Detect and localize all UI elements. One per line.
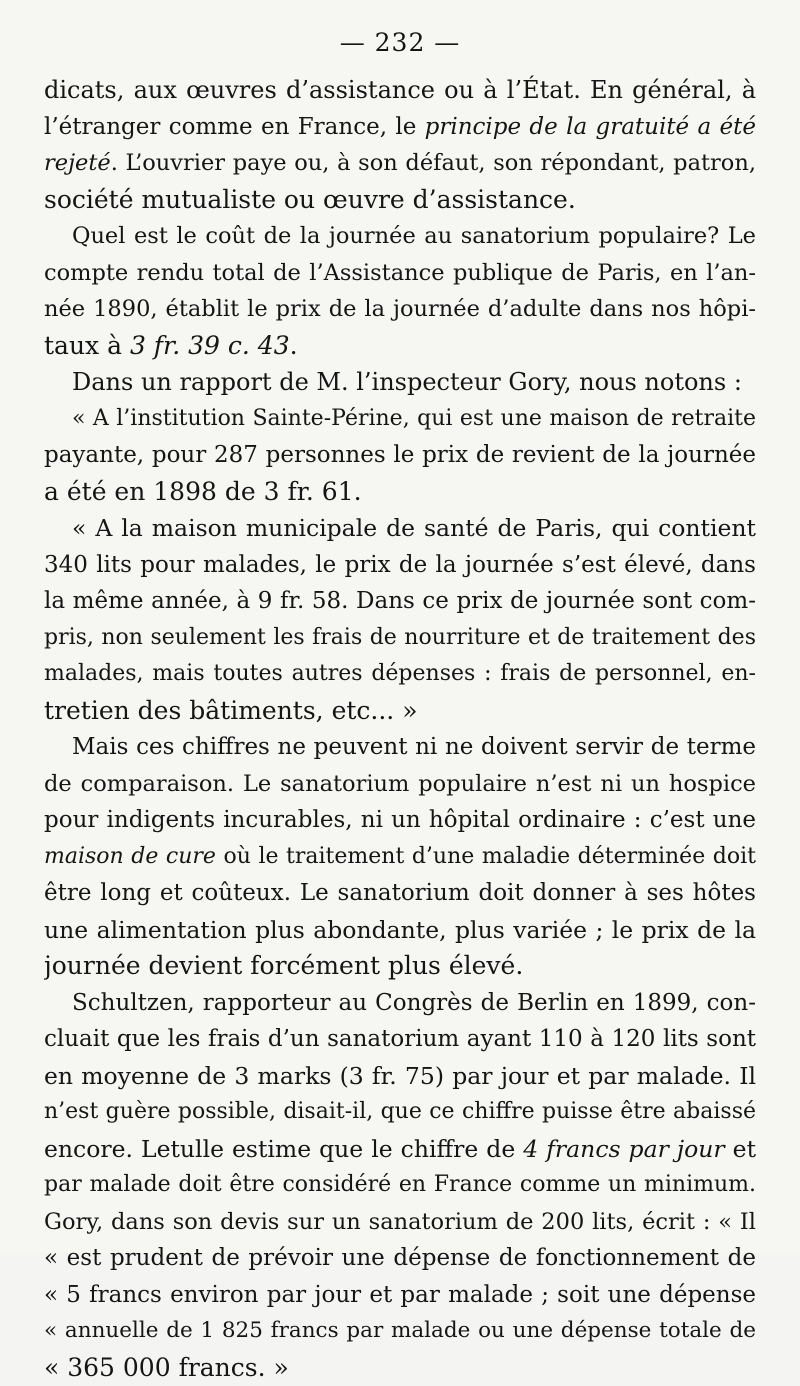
text-line [44, 1204, 756, 1241]
text-span: Schultzen, rapporteur au Congrès de Berlin en 1899, con- [72, 990, 756, 1016]
text-span: 340 lits pour malades, le prix de la journée s’est élevé, dans [44, 552, 756, 578]
text-span: Mais ces chiffres ne peuvent ni ne doivent servir de terme [72, 734, 756, 760]
body-text [44, 72, 756, 1386]
text-line [44, 985, 756, 1022]
text-line [44, 1277, 756, 1314]
text-span: et [725, 1135, 756, 1163]
italic-text: rejeté [44, 150, 111, 176]
text-span: par malade doit être considéré en France comme un minimum. [44, 1172, 756, 1197]
text-span: « annuelle de 1 825 francs par malade ou une dépense totale de [44, 1318, 756, 1343]
text-span: où le traitement d’une maladie déterminée doit [216, 844, 756, 869]
text-line [44, 766, 756, 803]
text-line [44, 218, 756, 255]
text-span: cluait que les frais d’un sanatorium ayant 110 à 120 lits sont [44, 1026, 756, 1052]
text-span: journée devient forcément plus élevé. [44, 951, 523, 980]
text-line [44, 693, 756, 730]
text-span: Gory, dans son devis sur un sanatorium de 200 lits, écrit : « Il [44, 1209, 756, 1235]
text-line [44, 437, 756, 474]
text-line [44, 729, 756, 766]
text-span: n’est guère possible, disait-il, que ce chiffre puisse être abaissé [44, 1099, 756, 1124]
text-span: dicats, aux œuvres d’assistance ou à l’État. En général, à [44, 76, 756, 104]
text-line [44, 839, 756, 876]
text-line [44, 72, 756, 109]
italic-text: maison de cure [44, 844, 216, 869]
text-line [44, 328, 756, 365]
text-line [44, 1167, 756, 1204]
text-span: « 5 francs environ par jour et par malade ; soit une dépense [44, 1282, 756, 1308]
text-span: payante, pour 287 personnes le prix de revient de la journée [44, 442, 756, 468]
text-line [44, 145, 756, 182]
text-line [44, 948, 756, 985]
text-line [44, 547, 756, 584]
text-span: tretien des bâtiments, etc... » [44, 696, 418, 725]
text-span: l’étranger comme en France, le [44, 114, 425, 140]
text-line [44, 1350, 756, 1386]
text-span: « est prudent de prévoir une dépense de fonctionnement de [44, 1245, 756, 1271]
text-span: . L’ouvrier paye ou, à son défaut, son répondant, patron, [111, 150, 756, 176]
text-line [44, 1131, 756, 1168]
text-line [44, 1313, 756, 1350]
text-span: Dans un rapport de M. l’inspecteur Gory, nous notons : [72, 368, 742, 396]
text-span: malades, mais toutes autres dépenses : frais de personnel, en- [44, 661, 756, 686]
text-span: en moyenne de 3 marks (3 fr. 75) par jour et par malade. Il [44, 1062, 756, 1090]
text-line [44, 875, 756, 912]
text-span: . [290, 331, 298, 360]
text-line [44, 109, 756, 146]
text-span: encore. Letulle estime que le chiffre de [44, 1135, 523, 1163]
text-span: « A la maison municipale de santé de Paris, qui contient [72, 514, 756, 542]
text-line [44, 510, 756, 547]
text-line [44, 620, 756, 657]
text-line [44, 364, 756, 401]
text-line [44, 401, 756, 438]
text-span: Quel est le coût de la journée au sanatorium populaire? Le [72, 223, 756, 249]
text-span: être long et coûteux. Le sanatorium doit donner à ses hôtes [44, 880, 756, 906]
text-line [44, 1240, 756, 1277]
italic-text: 4 francs par jour [523, 1135, 724, 1163]
text-line [44, 474, 756, 511]
text-span: de comparaison. Le sanatorium populaire n’est ni un hospice [44, 771, 756, 797]
text-span: « A l’institution Sainte-Périne, qui est une maison de retraite [72, 406, 756, 431]
text-line [44, 656, 756, 693]
italic-text: 3 fr. 39 c. 43 [130, 331, 290, 360]
text-span: la même année, à 9 fr. 58. Dans ce prix de journée sont com- [44, 588, 756, 614]
text-line [44, 802, 756, 839]
text-span: a été en 1898 de 3 fr. 61. [44, 477, 362, 506]
text-span: société mutualiste ou œuvre d’assistance. [44, 185, 576, 214]
text-line [44, 1094, 756, 1131]
text-line [44, 255, 756, 292]
text-line [44, 912, 756, 949]
text-line [44, 1021, 756, 1058]
text-line [44, 291, 756, 328]
text-span: née 1890, établit le prix de la journée d’adulte dans nos hôpi- [44, 296, 756, 322]
text-span: taux à [44, 331, 130, 360]
text-span: compte rendu total de l’Assistance publique de Paris, en l’an- [44, 260, 756, 286]
text-span: pour indigents incurables, ni un hôpital ordinaire : c’est une [44, 807, 756, 833]
italic-text: principe de la gratuité a été [425, 114, 756, 140]
text-line [44, 1058, 756, 1095]
text-line [44, 182, 756, 219]
text-line [44, 583, 756, 620]
page-number: — 232 — [0, 28, 800, 57]
text-span: une alimentation plus abondante, plus variée ; le prix de la [44, 916, 756, 944]
text-span: « 365 000 francs. » [44, 1353, 289, 1382]
text-span: pris, non seulement les frais de nourriture et de traitement des [44, 625, 756, 650]
